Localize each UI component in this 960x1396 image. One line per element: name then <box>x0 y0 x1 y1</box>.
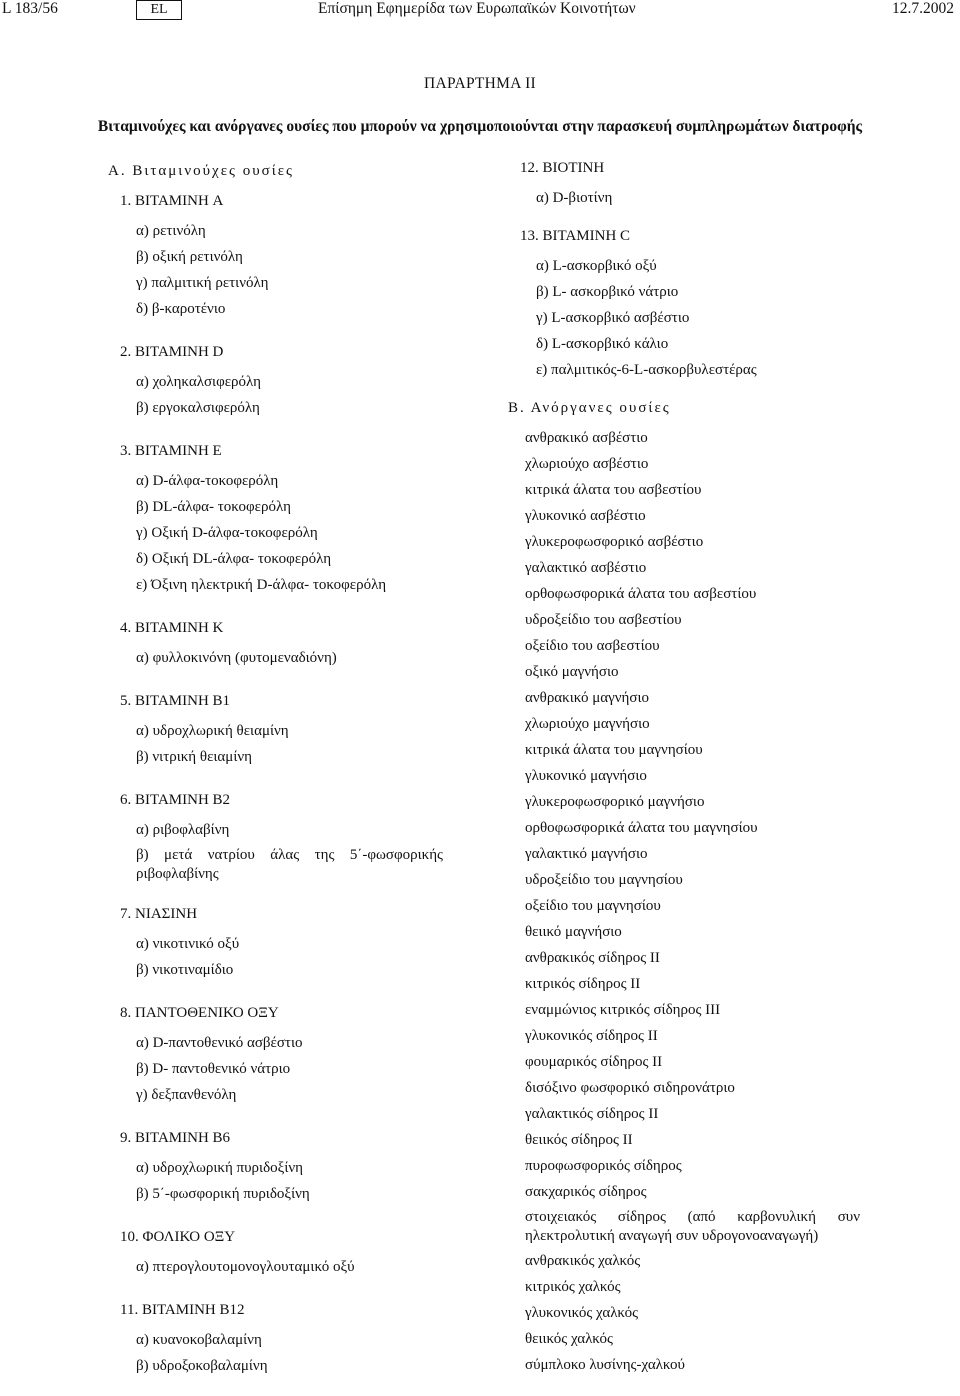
page-header <box>0 0 960 22</box>
mineral-item: υδροξείδιο του μαγνησίου <box>525 872 683 888</box>
mineral-item: γλυκεροφωσφορικό μαγνήσιο <box>525 794 705 810</box>
vitamin-item: ε) παλμιτικός-6-L-ασκορβυλεστέρας <box>536 362 757 378</box>
mineral-item: δισόξινο φωσφορικό σιδηρονάτριο <box>525 1080 735 1096</box>
mineral-item: ανθρακικός σίδηρος II <box>525 950 660 966</box>
vitamin-heading: 10. ΦΟΛΙΚΟ ΟΞΥ <box>120 1229 236 1245</box>
left-column <box>108 157 443 1396</box>
vitamin-item: ε) Όξινη ηλεκτρική D-άλφα- τοκοφερόλη <box>136 577 387 593</box>
language-code-box: EL <box>136 0 182 20</box>
mineral-item: γλυκεροφωσφορικό ασβέστιο <box>525 534 704 550</box>
journal-title: Επίσημη Εφημερίδα των Ευρωπαϊκών Κοινοτήτων <box>318 0 636 17</box>
vitamin-heading: 11. ΒΙΤΑΜΙΝΗ B12 <box>120 1302 245 1318</box>
vitamin-heading: 2. ΒΙΤΑΜΙΝΗ D <box>120 344 224 360</box>
mineral-item: ανθρακικός χαλκός <box>525 1253 641 1269</box>
vitamin-group <box>108 339 443 421</box>
vitamin-heading: 5. ΒΙΤΑΜΙΝΗ B1 <box>120 693 231 709</box>
mineral-item: γλυκονικός σίδηρος II <box>525 1028 658 1044</box>
vitamin-item: β) μετά νατρίου άλας της 5΄-φωσφορικής ριβοφλαβίνης <box>136 847 443 882</box>
vitamin-item: α) L-ασκορβικό οξύ <box>536 258 657 274</box>
mineral-item: κιτρικός χαλκός <box>525 1279 621 1295</box>
vitamin-heading: 13. ΒΙΤΑΜΙΝΗ C <box>520 228 631 244</box>
vitamin-group <box>108 901 443 983</box>
vitamin-item: α) νικοτινικό οξύ <box>136 936 240 952</box>
mineral-item: φουμαρικός σίδηρος II <box>525 1054 663 1070</box>
document-title: Βιταμινούχες και ανόργανες ουσίες που μπορούν να χρησιμοποιούνται στην παρασκευή συμπληρωμάτων διατροφής <box>97 118 863 135</box>
vitamin-heading: 9. ΒΙΤΑΜΙΝΗ B6 <box>120 1130 231 1146</box>
mineral-item: χλωριούχο ασβέστιο <box>525 456 649 472</box>
mineral-item: γλυκονικό ασβέστιο <box>525 508 646 524</box>
mineral-item: στοιχειακός σίδηρος (από καρβονυλική συν ηλεκτρολυτική αναγωγή συν υδρογονοαναγωγή) <box>525 1209 860 1244</box>
mineral-item: οξείδιο του ασβεστίου <box>525 638 660 654</box>
vitamin-item: β) εργοκαλσιφερόλη <box>136 400 260 416</box>
vitamin-heading: 3. ΒΙΤΑΜΙΝΗ E <box>120 443 222 459</box>
mineral-item: γαλακτικός σίδηρος II <box>525 1106 659 1122</box>
vitamin-item: β) οξική ρετινόλη <box>136 249 243 265</box>
vitamin-group <box>108 188 443 322</box>
vitamin-item: α) D-βιοτίνη <box>536 190 613 206</box>
vitamin-item: γ) παλμιτική ρετινόλη <box>136 275 269 291</box>
section-a-heading: Α. Βιταμινούχες ουσίες <box>108 163 294 179</box>
vitamin-item: β) νιτρική θειαμίνη <box>136 749 252 765</box>
mineral-item: ανθρακικό ασβέστιο <box>525 430 648 446</box>
mineral-item: υδροξείδιο του ασβεστίου <box>525 612 682 628</box>
vitamin-item: β) D- παντοθενικό νάτριο <box>136 1061 291 1077</box>
vitamin-item: α) χοληκαλσιφερόλη <box>136 374 262 390</box>
vitamin-item: γ) δεξπανθενόλη <box>136 1087 237 1103</box>
vitamin-item: β) DL-άλφα- τοκοφερόλη <box>136 499 291 515</box>
vitamin-group <box>108 787 443 884</box>
mineral-item: γλυκονικό μαγνήσιο <box>525 768 647 784</box>
vitamin-item: β) υδροξοκοβαλαμίνη <box>136 1358 268 1374</box>
mineral-item: γλυκονικός χαλκός <box>525 1305 639 1321</box>
mineral-item: ορθοφωσφορικά άλατα του μαγνησίου <box>525 820 758 836</box>
vitamin-item: α) D-άλφα-τοκοφερόλη <box>136 473 279 489</box>
vitamin-item: δ) L-ασκορβικό κάλιο <box>536 336 669 352</box>
vitamin-group <box>508 223 860 383</box>
vitamin-heading: 7. ΝΙΑΣΙΝΗ <box>120 906 198 922</box>
mineral-item: σύμπλοκο λυσίνης-χαλκού <box>525 1357 685 1373</box>
vitamin-group <box>108 1224 443 1280</box>
vitamin-group <box>508 155 860 211</box>
vitamin-item: γ) Οξική D-άλφα-τοκοφερόλη <box>136 525 318 541</box>
issue-date: 12.7.2002 <box>892 0 954 17</box>
vitamin-item: β) 5΄-φωσφορική πυριδοξίνη <box>136 1186 310 1202</box>
mineral-item: θειικός χαλκός <box>525 1331 613 1347</box>
mineral-item: κιτρικός σίδηρος II <box>525 976 641 992</box>
vitamin-item: α) φυλλοκινόνη (φυτομεναδιόνη) <box>136 650 337 666</box>
vitamin-group <box>108 1297 443 1379</box>
section-b-heading: Β. Ανόργανες ουσίες <box>508 400 671 416</box>
mineral-item: γαλακτικό μαγνήσιο <box>525 846 648 862</box>
page-number: L 183/56 <box>2 0 58 17</box>
mineral-item: θειικό μαγνήσιο <box>525 924 622 940</box>
vitamin-item: δ) Οξική DL-άλφα- τοκοφερόλη <box>136 551 332 567</box>
mineral-item: ορθοφωσφορικά άλατα του ασβεστίου <box>525 586 757 602</box>
mineral-item: πυροφωσφορικός σίδηρος <box>525 1158 682 1174</box>
vitamin-group <box>108 688 443 770</box>
vitamin-item: α) ρετινόλη <box>136 223 206 239</box>
vitamin-item: γ) L-ασκορβικό ασβέστιο <box>536 310 690 326</box>
annex-heading: ΠΑΡΑΡΤΗΜΑ ΙΙ <box>424 75 536 92</box>
right-column <box>508 155 860 1378</box>
vitamin-heading: 4. ΒΙΤΑΜΙΝΗ K <box>120 620 224 636</box>
mineral-item: οξικό μαγνήσιο <box>525 664 619 680</box>
vitamin-group <box>108 1125 443 1207</box>
mineral-item: ανθρακικό μαγνήσιο <box>525 690 650 706</box>
mineral-item: κιτρικά άλατα του μαγνησίου <box>525 742 703 758</box>
vitamin-group <box>108 438 443 598</box>
vitamin-group <box>108 615 443 671</box>
vitamin-heading: 6. ΒΙΤΑΜΙΝΗ B2 <box>120 792 231 808</box>
mineral-item: γαλακτικό ασβέστιο <box>525 560 647 576</box>
vitamin-item: α) ριβοφλαβίνη <box>136 822 230 838</box>
mineral-item: χλωριούχο μαγνήσιο <box>525 716 650 732</box>
vitamin-item: α) πτερογλουτομονογλουταμικό οξύ <box>136 1259 355 1275</box>
mineral-item: εναμμώνιος κιτρικός σίδηρος III <box>525 1002 721 1018</box>
mineral-item: θειικός σίδηρος II <box>525 1132 633 1148</box>
vitamin-group <box>108 1000 443 1108</box>
vitamin-heading: 8. ΠΑΝΤΟΘΕΝΙΚΟ ΟΞΥ <box>120 1005 279 1021</box>
vitamin-item: α) κυανοκοβαλαμίνη <box>136 1332 262 1348</box>
vitamin-item: α) υδροχλωρική θειαμίνη <box>136 723 289 739</box>
mineral-list <box>508 425 860 1378</box>
vitamin-heading: 1. ΒΙΤΑΜΙΝΗ A <box>120 193 224 209</box>
mineral-item: κιτρικά άλατα του ασβεστίου <box>525 482 702 498</box>
mineral-item: οξείδιο του μαγνησίου <box>525 898 661 914</box>
vitamin-item: β) L- ασκορβικό νάτριο <box>536 284 679 300</box>
vitamin-item: β) νικοτιναμίδιο <box>136 962 234 978</box>
vitamin-item: α) υδροχλωρική πυριδοξίνη <box>136 1160 303 1176</box>
mineral-item: σακχαρικός σίδηρος <box>525 1184 647 1200</box>
vitamin-item: α) D-παντοθενικό ασβέστιο <box>136 1035 303 1051</box>
vitamin-heading: 12. ΒΙΟΤΙΝΗ <box>520 160 605 176</box>
vitamin-item: δ) β-καροτένιο <box>136 301 226 317</box>
